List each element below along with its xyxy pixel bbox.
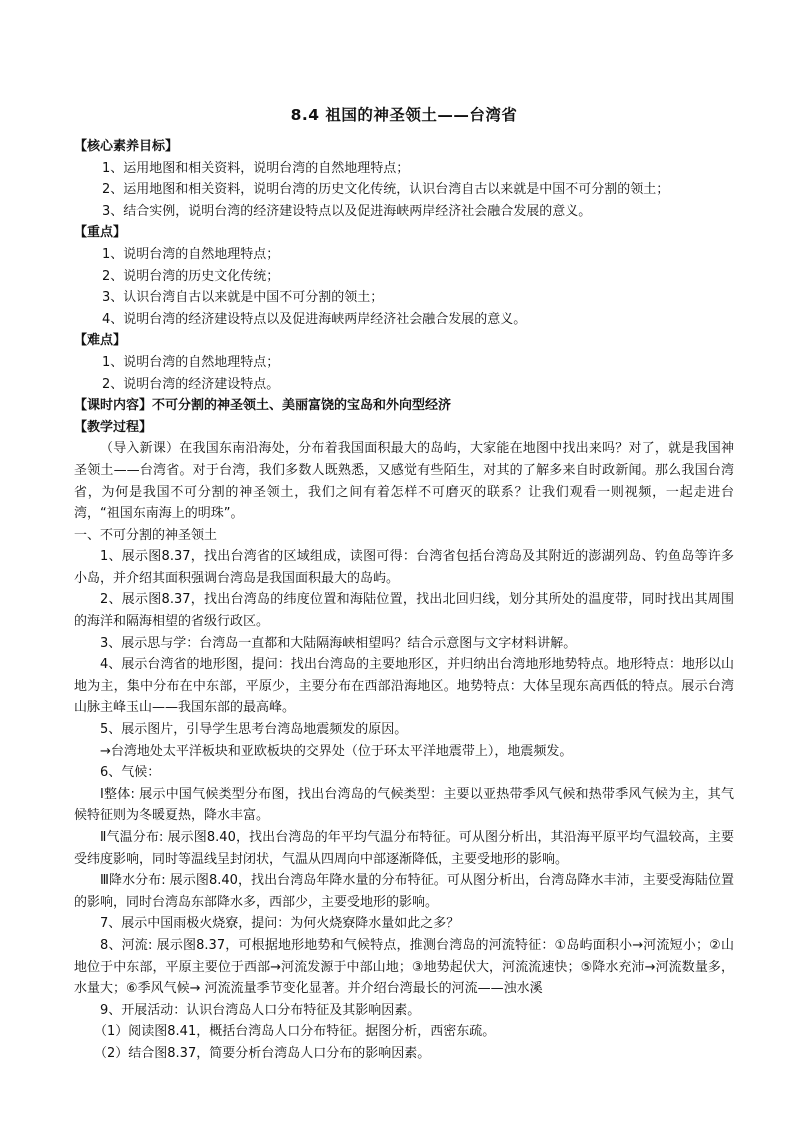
step-paragraph: 1、展示图8.37，找出台湾省的区域组成，读图可得：台湾省包括台湾岛及其附近的澎湖列岛、钓鱼岛等许多小岛，并介绍其面积强调台湾岛是我国面积最大的岛屿。: [74, 549, 734, 586]
page-title: 8.4 祖国的神圣领土——台湾省: [290, 106, 518, 124]
difficult-item: 2、说明台湾的经济建设特点。: [102, 376, 280, 392]
key-heading: 【重点】: [74, 225, 127, 241]
step-paragraph: Ⅱ气温分布: 展示图8.40，找出台湾岛的年平均气温分布特征。可从图分析出，其沿海平原平均气温较高，主要受纬度影响，同时等温线呈封闭状，气温从四周向中部逐渐降低，主要受地形的影响。: [74, 830, 734, 867]
step-paragraph: 6、气候：: [100, 765, 161, 781]
step-paragraph: 3、展示思与学：台湾岛一直都和大陆隔海峡相望吗？结合示意图与文字材料讲解。: [100, 635, 577, 651]
step-paragraph: Ⅰ整体: 展示中国气候类型分布图，找出台湾岛的气候类型：主要以亚热带季风气候和热带季风气候为主，其气候特征则为冬暖夏热，降水丰富。: [74, 786, 734, 824]
step-paragraph: 8、河流: 展示图8.37，可根据地形地势和气候特点，推测台湾岛的河流特征：①岛屿面积小→河流短小；②山地位于中东部，平原主要位于西部→河流发源于中部山地；③地势起伏大，河流流速快；⑤降水充沛→河流数量多，水量大；⑥季风气候→ 河流流量季节变化显著。并介绍台湾最长的河流——浊水溪: [74, 937, 734, 997]
key-item: 2、说明台湾的历史文化传统；: [102, 268, 280, 284]
difficult-item: 1、说明台湾的自然地理特点；: [102, 354, 280, 370]
core-item: 3、结合实例，说明台湾的经济建设特点以及促进海峡两岸经济社会融合发展的意义。: [102, 203, 592, 219]
step-paragraph: （1）阅读图8.41，概括台湾岛人口分布特征。据图分析，西密东疏。: [94, 1024, 496, 1040]
step-paragraph: Ⅲ降水分布: 展示图8.40，找出台湾岛年降水量的分布特征。可从图分析出，台湾岛降水丰沛，主要受海陆位置的影响，同时台湾岛东部降水多，西部少，主要受地形的影响。: [74, 873, 734, 910]
intro-paragraph: （导入新课）在我国东南沿海处，分布着我国面积最大的岛屿，大家能在地图中找出来吗？对了，就是我国神圣领土——台湾省。对于台湾，我们多数人既熟悉，又感觉有些陌生，对其的了解多来自时政新闻。那么我国台湾省，为何是我国不可分割的神圣领土，我们之间有着怎样不可磨灭的联系？让我们观看一则视频，一起走进台湾，“祖国东南海上的明珠”。: [74, 441, 734, 522]
section-heading: 一、不可分割的神圣领土: [74, 527, 218, 543]
step-paragraph: 4、展示台湾省的地形图，提问：找出台湾岛的主要地形区，并归纳出台湾地形地势特点。地形特点：地形以山地为主，集中分布在中东部，平原少，主要分布在西部沿海地区。地势特点：大体呈现东高西低的特点。展示台湾山脉主峰玉山——我国东部的最高峰。: [74, 657, 734, 716]
core-item: 1、运用地图和相关资料，说明台湾的自然地理特点；: [102, 160, 410, 176]
key-item: 1、说明台湾的自然地理特点；: [102, 246, 280, 262]
core-heading: 【核心素养目标】: [74, 139, 179, 154]
step-paragraph: 9、开展活动：认识台湾岛人口分布特征及其影响因素。: [100, 1002, 421, 1018]
step-paragraph: 5、展示图片，引导学生思考台湾岛地震频发的原因。: [100, 722, 408, 738]
step-paragraph: （2）结合图8.37，简要分析台湾岛人口分布的影响因素。: [94, 1045, 431, 1061]
key-item: 4、说明台湾的经济建设特点以及促进海峡两岸经济社会融合发展的意义。: [102, 311, 527, 327]
step-paragraph: 7、展示中国雨极火烧寮，提问：为何火烧寮降水量如此之多？: [100, 916, 460, 932]
step-paragraph: →台湾地处太平洋板块和亚欧板块的交界处（位于环太平洋地震带上），地震频发。: [100, 743, 573, 759]
key-item: 3、认识台湾自古以来就是中国不可分割的领土；: [102, 290, 384, 306]
process-heading: 【教学过程】: [74, 419, 153, 435]
lesson-content: 【课时内容】不可分割的神圣领土、美丽富饶的宝岛和外向型经济: [74, 398, 452, 414]
document-page: [74, 103, 734, 1065]
difficult-heading: 【难点】: [74, 333, 127, 349]
core-item: 2、运用地图和相关资料，说明台湾的历史文化传统，认识台湾自古以来就是中国不可分割的领土；: [102, 182, 670, 198]
step-paragraph: 2、展示图8.37，找出台湾岛的纬度位置和海陆位置，找出北回归线，划分其所处的温度带，同时找出其周围的海洋和隔海相望的省级行政区。: [74, 592, 734, 630]
